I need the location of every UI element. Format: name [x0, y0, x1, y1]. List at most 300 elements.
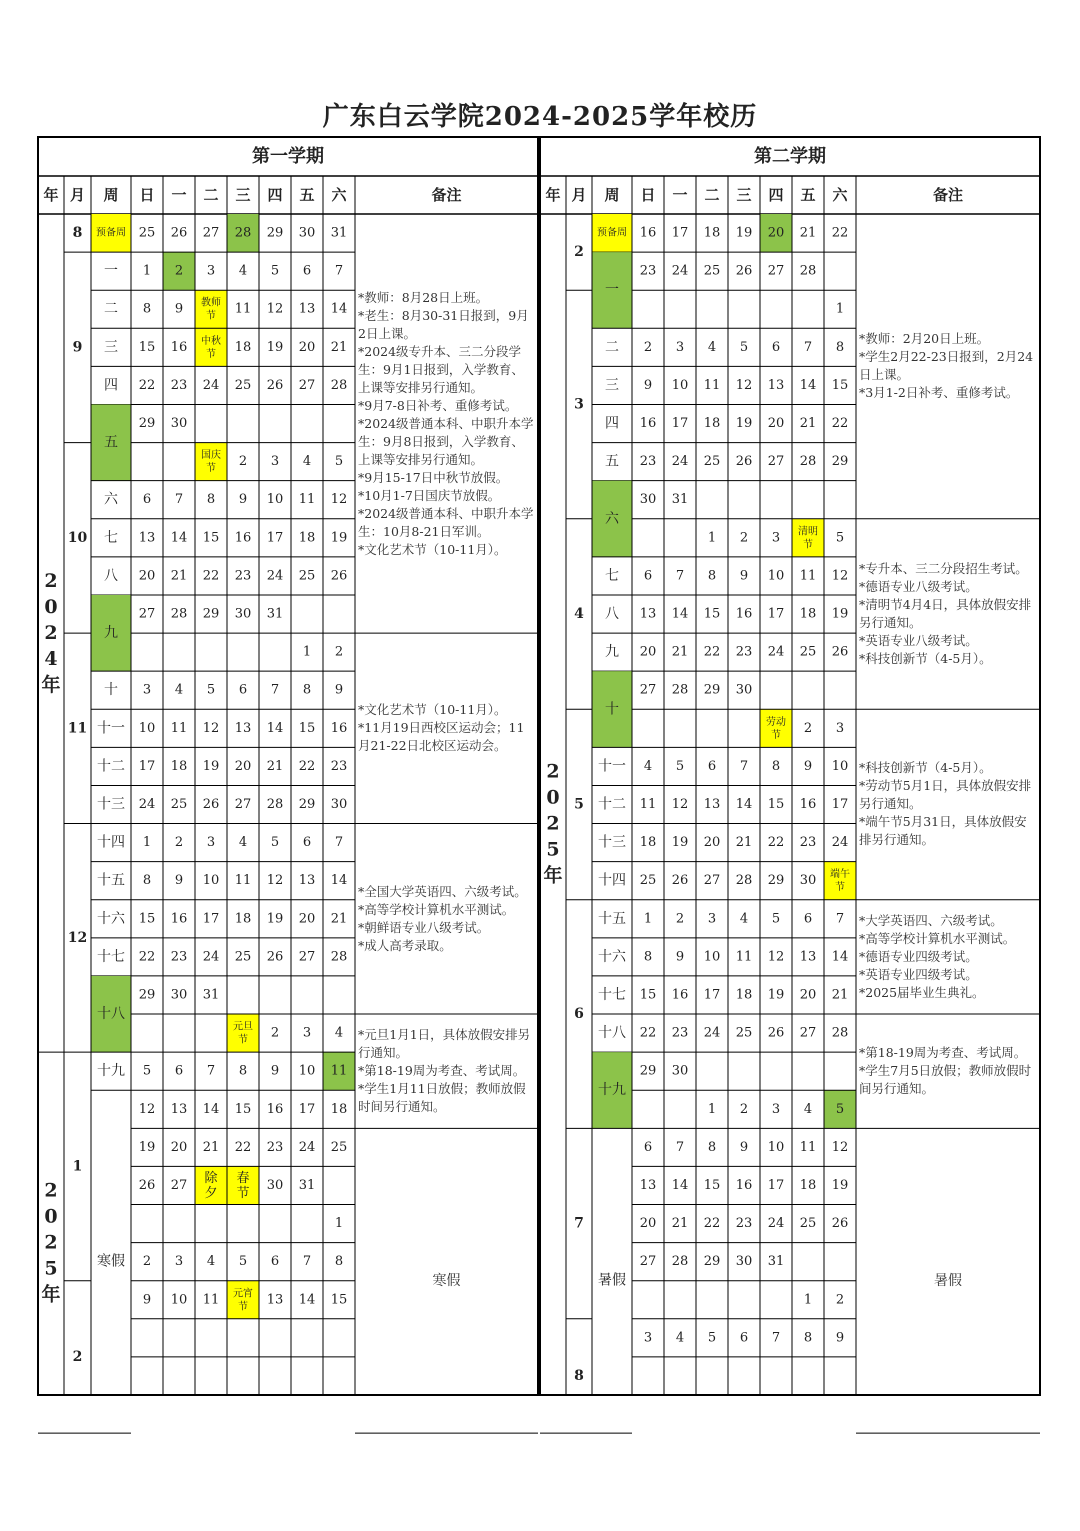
sem2-day: 23 — [639, 454, 657, 470]
sem1-day: 15 — [298, 720, 316, 736]
sem1-day-highlight — [195, 328, 227, 366]
sem2-note-line: *科技创新节（4-5月）。 — [859, 760, 992, 776]
sem2-day: 21 — [671, 1216, 689, 1232]
sem2-day: 19 — [671, 835, 689, 851]
sem2-day-highlight — [792, 519, 824, 557]
sem2-day: 8 — [707, 568, 717, 584]
sem1-week-label: 七 — [104, 529, 118, 546]
sem2-day: 3 — [675, 339, 685, 355]
sem1-day: 2 — [174, 263, 184, 279]
sem1-day: 5 — [206, 682, 216, 698]
sem2-col-header: 周 — [604, 186, 620, 204]
sem1-week-label: 寒假 — [97, 1253, 125, 1270]
sem2-note-line: *第18-19周为考查、考试周。 — [859, 1045, 1027, 1061]
sem2-day: 16 — [799, 797, 817, 812]
sem2-week-label: 十六 — [598, 948, 626, 965]
sem1-note-line: *成人高考录取。 — [358, 937, 452, 953]
sem2-day: 11 — [639, 797, 657, 812]
sem2-week-label: 七 — [605, 567, 619, 584]
sem1-day: 21 — [170, 568, 188, 584]
sem1-note-line: *全国大学英语四、六级考试。 — [358, 883, 527, 899]
sem2-note-block — [859, 1128, 1037, 1433]
sem2-day: 16 — [671, 987, 689, 1003]
sem2-note-line: *科技创新节（4-5月）。 — [859, 651, 992, 666]
sem1-week-label: 八 — [104, 567, 118, 584]
sem2-note-line: *清明节4月4日，具体放假安排另行通知。 — [859, 597, 1032, 630]
sem1-day: 6 — [142, 492, 152, 508]
sem1-day: 24 — [266, 568, 284, 584]
sem1-holiday-label: 元宵 — [233, 1288, 253, 1300]
sem1-day: 22 — [138, 377, 156, 393]
sem2-day: 3 — [643, 1330, 653, 1346]
sem1-month-label: 11 — [67, 720, 88, 737]
sem1-day: 31 — [266, 606, 284, 622]
sem1-day: 21 — [202, 1139, 220, 1155]
sem1-day: 10 — [202, 873, 220, 889]
sem2-week-label: 暑假 — [598, 1272, 626, 1289]
sem2-day: 24 — [671, 454, 689, 470]
sem2-day: 5 — [707, 1330, 717, 1346]
sem1-year-label: 2 — [44, 622, 58, 645]
sem1-day: 2 — [334, 644, 344, 660]
sem1-day: 3 — [302, 1025, 312, 1041]
sem1-month-label: 1 — [72, 1158, 83, 1175]
sem2-day: 17 — [671, 416, 689, 432]
sem1-col-header: 四 — [267, 186, 283, 204]
sem2-day: 6 — [707, 758, 717, 774]
sem1-day: 20 — [298, 339, 316, 355]
sem1-day: 18 — [234, 911, 252, 927]
sem2-day: 26 — [767, 1025, 785, 1041]
sem1-week-label: 二 — [104, 301, 118, 318]
sem2-day: 29 — [703, 682, 721, 698]
sem2-day: 5 — [675, 758, 685, 774]
sem2-col-header: 日 — [640, 186, 656, 204]
sem1-day: 12 — [138, 1101, 156, 1117]
sem1-col-header: 二 — [203, 186, 219, 204]
sem1-day: 19 — [266, 911, 284, 927]
sem1-note-line: *文化艺术节（10-11月）。 — [358, 702, 507, 718]
sem2-day: 30 — [639, 492, 657, 508]
sem1-day: 4 — [174, 682, 184, 698]
sem1-day: 30 — [170, 987, 188, 1003]
sem2-day: 25 — [799, 644, 817, 660]
sem2-day: 2 — [643, 339, 653, 355]
sem1-year-label: 0 — [44, 1205, 58, 1228]
sem2-holiday-label: 节 — [803, 539, 813, 551]
sem1-day: 3 — [174, 1254, 184, 1270]
sem2-week-label: 十三 — [598, 834, 626, 851]
sem1-day: 29 — [138, 416, 156, 432]
sem1-day: 1 — [302, 644, 312, 660]
sem2-day: 24 — [767, 644, 785, 660]
sem1-day: 28 — [170, 606, 188, 622]
sem1-day: 17 — [202, 911, 220, 927]
sem2-day: 17 — [831, 797, 849, 812]
sem1-day: 22 — [298, 758, 316, 774]
sem1-day: 30 — [298, 225, 316, 241]
sem2-day: 2 — [739, 1101, 749, 1117]
sem2-holiday-label: 节 — [835, 882, 845, 894]
sem1-day: 23 — [330, 758, 348, 774]
sem2-day: 17 — [671, 225, 689, 241]
sem2-day: 1 — [707, 1101, 717, 1117]
sem1-day: 8 — [142, 873, 152, 889]
sem2-day: 5 — [771, 911, 781, 927]
sem1-day: 8 — [142, 301, 152, 317]
sem1-day: 17 — [266, 530, 284, 546]
sem2-day: 9 — [675, 949, 685, 965]
sem2-note-line: *高等学校计算机水平测试。 — [859, 930, 1016, 946]
sem1-day: 11 — [234, 873, 252, 889]
sem2-day: 25 — [735, 1025, 753, 1041]
sem1-year-label: 年 — [41, 1283, 61, 1306]
sem2-day: 7 — [739, 758, 749, 774]
sem1-day: 23 — [234, 568, 252, 584]
sem1-holiday-label: 夕 — [204, 1185, 218, 1201]
sem2-note-block — [859, 900, 1037, 1014]
sem2-week-label: 四 — [605, 415, 619, 432]
sem1-day: 28 — [330, 377, 348, 393]
sem2-day: 29 — [703, 1254, 721, 1270]
sem2-day: 16 — [639, 225, 657, 241]
sem2-holiday-label: 劳动 — [766, 716, 786, 728]
sem2-day: 30 — [735, 1254, 753, 1270]
sem1-day: 5 — [238, 1254, 248, 1270]
sem1-day: 30 — [330, 797, 348, 812]
sem2-week-label: 一 — [605, 282, 619, 299]
sem1-day-highlight — [227, 1014, 259, 1052]
sem2-day: 9 — [643, 377, 653, 393]
sem2-day: 10 — [767, 1139, 785, 1155]
sem2-day: 14 — [735, 797, 753, 812]
sem2-day: 22 — [831, 416, 849, 432]
sem1-day: 5 — [270, 263, 280, 279]
sem2-day: 28 — [831, 1025, 849, 1041]
sem1-day: 5 — [334, 454, 344, 470]
sem2-day: 28 — [799, 454, 817, 470]
sem2-day: 26 — [735, 263, 753, 279]
sem2-day: 12 — [831, 568, 849, 584]
sem2-day: 22 — [703, 644, 721, 660]
sem1-year-label: 4 — [44, 648, 58, 671]
sem2-week-label: 十二 — [598, 796, 626, 813]
sem2-day: 27 — [767, 454, 785, 470]
sem1-day: 25 — [234, 377, 252, 393]
sem2-year-label: 2 — [546, 760, 560, 783]
sem1-day: 24 — [202, 377, 220, 393]
sem2-day: 10 — [671, 377, 689, 393]
sem2-day: 31 — [671, 492, 689, 508]
sem1-note-line: *第18-19周为考查、考试周。 — [358, 1063, 526, 1079]
sem1-day: 26 — [170, 225, 188, 241]
sem1-col-header: 备注 — [431, 186, 462, 204]
sem2-day: 4 — [675, 1330, 685, 1346]
sem1-note-line: *2024级专升本、三二分段学生：9月1日报到，入学教育、上课等安排另行通知。 — [358, 343, 524, 395]
sem1-day-highlight — [195, 290, 227, 328]
sem1-day: 19 — [266, 339, 284, 355]
sem2-day: 6 — [803, 911, 813, 927]
sem2-year-label: 年 — [543, 864, 563, 887]
sem2-day: 10 — [831, 758, 849, 774]
sem2-day: 28 — [799, 263, 817, 279]
sem1-day: 5 — [142, 1063, 152, 1079]
sem1-col-header: 年 — [43, 186, 59, 204]
sem1-week-label: 十二 — [97, 758, 125, 775]
sem1-day: 27 — [298, 949, 316, 965]
sem2-day: 17 — [767, 1177, 785, 1193]
sem1-day: 10 — [170, 1292, 188, 1308]
sem1-day: 16 — [234, 530, 252, 546]
sem1-day: 20 — [298, 911, 316, 927]
sem1-note-line: *10月1-7日国庆节放假。 — [358, 487, 501, 503]
sem2-day: 15 — [703, 1177, 721, 1193]
sem1-note-line: *文化艺术节（10-11月）。 — [358, 541, 507, 557]
sem1-day: 6 — [174, 1063, 184, 1079]
sem2-day: 20 — [639, 1216, 657, 1232]
sem2-col-header: 一 — [672, 186, 688, 204]
sem2-year-label: 0 — [546, 786, 560, 809]
sem1-week-label: 十 — [104, 682, 118, 699]
sem1-note-block — [358, 633, 535, 823]
sem2-day: 6 — [643, 568, 653, 584]
sem2-day: 18 — [703, 416, 721, 432]
sem1-week-label: 预备周 — [96, 227, 126, 239]
sem1-month-label: 2 — [72, 1348, 83, 1365]
sem1-day: 3 — [142, 682, 152, 698]
sem1-year-label: 0 — [44, 596, 58, 619]
sem1-day: 16 — [170, 339, 188, 355]
sem1-note-line: *高等学校计算机水平测试。 — [358, 901, 515, 917]
sem2-day: 7 — [675, 1139, 685, 1155]
sem1-day: 15 — [202, 530, 220, 546]
sem1-day: 19 — [202, 758, 220, 774]
sem2-day: 3 — [771, 530, 781, 546]
sem2-day: 11 — [735, 949, 753, 965]
sem1-day: 27 — [298, 377, 316, 393]
sem2-month-label: 5 — [574, 796, 584, 813]
sem1-day: 23 — [266, 1139, 284, 1155]
sem2-note-line: *英语专业八级考试。 — [859, 633, 978, 648]
sem1-day: 9 — [334, 682, 344, 698]
sem1-holiday-label: 节 — [206, 310, 216, 322]
sem2-col-header: 四 — [768, 186, 784, 204]
sem2-day: 7 — [675, 568, 685, 584]
sem1-year-label: 2 — [44, 1179, 58, 1202]
sem2-day: 4 — [643, 758, 653, 774]
sem2-note-line: *德语专业八级考试。 — [859, 579, 978, 594]
sem1-day: 4 — [206, 1254, 216, 1270]
sem1-week-label: 十八 — [97, 1006, 125, 1023]
sem2-day: 22 — [831, 225, 849, 241]
sem2-day: 6 — [771, 339, 781, 355]
sem1-week-label: 四 — [104, 377, 118, 394]
sem1-day: 9 — [238, 492, 248, 508]
sem1-note-line: *教师：8月28日上班。 — [358, 289, 489, 305]
sem1-day: 27 — [170, 1177, 188, 1193]
sem2-day: 8 — [835, 339, 845, 355]
sem2-week-label: 十一 — [598, 758, 626, 775]
sem2-day-highlight — [824, 862, 856, 900]
sem2-day: 22 — [767, 835, 785, 851]
sem2-note-line: 暑假 — [934, 1272, 962, 1289]
sem2-day: 6 — [739, 1330, 749, 1346]
sem1-day: 30 — [266, 1177, 284, 1193]
sem2-day: 27 — [767, 263, 785, 279]
sem1-day: 8 — [206, 492, 216, 508]
sem2-week-label: 十五 — [598, 910, 626, 927]
sem2-note-block — [859, 519, 1037, 709]
sem2-day: 3 — [707, 911, 717, 927]
sem1-week-label: 十一 — [97, 720, 125, 737]
sem2-day: 16 — [735, 606, 753, 622]
sem2-day: 24 — [831, 835, 849, 851]
sem1-week-label: 三 — [104, 339, 118, 356]
sem2-day: 13 — [639, 1177, 657, 1193]
sem2-day: 23 — [735, 1216, 753, 1232]
sem2-day: 27 — [639, 682, 657, 698]
sem1-day: 18 — [170, 758, 188, 774]
sem2-day: 15 — [767, 797, 785, 812]
sem1-day: 7 — [174, 492, 184, 508]
sem1-day: 4 — [238, 835, 248, 851]
sem2-day-highlight — [760, 709, 792, 747]
sem1-day: 1 — [142, 835, 152, 851]
sem1-note-line: 寒假 — [432, 1272, 461, 1289]
sem1-day: 9 — [174, 873, 184, 889]
sem1-day-highlight — [227, 1281, 259, 1319]
sem2-day: 9 — [835, 1330, 845, 1346]
sem2-month-label: 2 — [574, 244, 584, 261]
sem1-day: 29 — [202, 606, 220, 622]
sem2-day: 12 — [735, 377, 753, 393]
sem2-day: 9 — [739, 568, 749, 584]
sem1-day: 11 — [202, 1292, 220, 1308]
sem1-day: 31 — [298, 1177, 316, 1193]
sem2-day: 14 — [671, 1177, 689, 1193]
sem2-col-header: 月 — [571, 186, 587, 204]
sem1-day: 6 — [238, 682, 248, 698]
sem1-day: 25 — [298, 568, 316, 584]
sem1-year-label: 2 — [44, 570, 58, 593]
sem2-col-header: 年 — [545, 186, 561, 204]
sem1-week-label: 十五 — [97, 872, 125, 889]
sem2-day: 24 — [671, 263, 689, 279]
sem1-note-line: *9月7-8日补考、重修考试。 — [358, 397, 518, 413]
sem2-day: 12 — [831, 1139, 849, 1155]
sem2-year-label: 2 — [546, 812, 560, 835]
sem2-day: 21 — [735, 835, 753, 851]
sem2-day: 2 — [675, 911, 685, 927]
sem1-col-header: 周 — [103, 186, 119, 204]
sem1-day: 19 — [138, 1139, 156, 1155]
sem2-day: 5 — [835, 1101, 845, 1117]
sem1-day: 18 — [330, 1101, 348, 1117]
sem2-day: 21 — [799, 416, 817, 432]
sem2-day: 20 — [799, 987, 817, 1003]
sem1-day: 22 — [202, 568, 220, 584]
sem1-day: 26 — [266, 377, 284, 393]
sem2-day: 15 — [703, 606, 721, 622]
sem2-day: 26 — [671, 873, 689, 889]
sem1-day: 3 — [206, 835, 216, 851]
sem1-col-header: 一 — [171, 186, 187, 204]
sem2-week-label: 十九 — [598, 1082, 626, 1099]
sem2-day: 24 — [703, 1025, 721, 1041]
sem1-col-header: 五 — [299, 186, 315, 204]
sem1-day: 16 — [330, 720, 348, 736]
sem2-day: 14 — [799, 377, 817, 393]
sem2-week-label: 三 — [605, 377, 619, 394]
sem1-day: 4 — [334, 1025, 344, 1041]
sem2-day: 19 — [735, 416, 753, 432]
sem1-day: 8 — [334, 1254, 344, 1270]
sem1-day: 13 — [266, 1292, 284, 1308]
sem1-holiday-label: 节 — [238, 1034, 248, 1046]
sem1-day: 24 — [138, 797, 156, 812]
sem2-day: 26 — [831, 1216, 849, 1232]
sem2-day: 19 — [831, 606, 849, 622]
sem1-note-line: *朝鲜语专业八级考试。 — [358, 919, 490, 935]
sem2-day: 1 — [707, 530, 717, 546]
sem1-day: 13 — [298, 301, 316, 317]
sem1-day: 2 — [174, 835, 184, 851]
sem2-week-label: 预备周 — [597, 227, 627, 239]
sem1-day: 14 — [266, 720, 284, 736]
sem1-day: 20 — [234, 758, 252, 774]
sem2-day: 13 — [799, 949, 817, 965]
sem1-day: 28 — [330, 949, 348, 965]
sem1-day: 5 — [270, 835, 280, 851]
sem2-day: 15 — [639, 987, 657, 1003]
sem1-day: 7 — [270, 682, 280, 698]
sem1-day: 4 — [238, 263, 248, 279]
sem2-day: 26 — [735, 454, 753, 470]
sem2-week-label: 八 — [605, 606, 619, 623]
sem2-note-line: *3月1-2日补考、重修考试。 — [859, 385, 1019, 401]
sem2-day: 28 — [735, 873, 753, 889]
sem2-day: 7 — [835, 911, 845, 927]
sem1-day: 3 — [270, 454, 280, 470]
sem1-day: 6 — [302, 263, 312, 279]
sem2-day: 23 — [639, 263, 657, 279]
sem1-year-label: 2 — [44, 1231, 58, 1254]
sem2-day: 30 — [671, 1063, 689, 1079]
sem1-day: 27 — [202, 225, 220, 241]
sem1-day: 29 — [266, 225, 284, 241]
sem2-day: 11 — [799, 1139, 817, 1155]
sem1-day: 9 — [270, 1063, 280, 1079]
sem1-day: 13 — [138, 530, 156, 546]
sem1-day: 14 — [202, 1101, 220, 1117]
sem2-month-label: 7 — [574, 1215, 584, 1232]
sem2-day: 12 — [671, 797, 689, 812]
sem2-day: 20 — [703, 835, 721, 851]
sem1-day: 13 — [298, 873, 316, 889]
sem2-day: 2 — [835, 1292, 845, 1308]
sem2-year-label: 5 — [546, 838, 560, 861]
sem2-day: 20 — [639, 644, 657, 660]
sem1-semester-title: 第一学期 — [252, 146, 324, 167]
sem2-day: 11 — [799, 568, 817, 584]
sem2-day: 11 — [703, 377, 721, 393]
sem2-note-line: *德语专业四级考试。 — [859, 948, 978, 964]
sem1-day: 26 — [330, 568, 348, 584]
sem2-day: 10 — [703, 949, 721, 965]
sem2-day: 14 — [671, 606, 689, 622]
sem2-day: 4 — [707, 339, 717, 355]
sem2-col-header: 二 — [704, 186, 720, 204]
